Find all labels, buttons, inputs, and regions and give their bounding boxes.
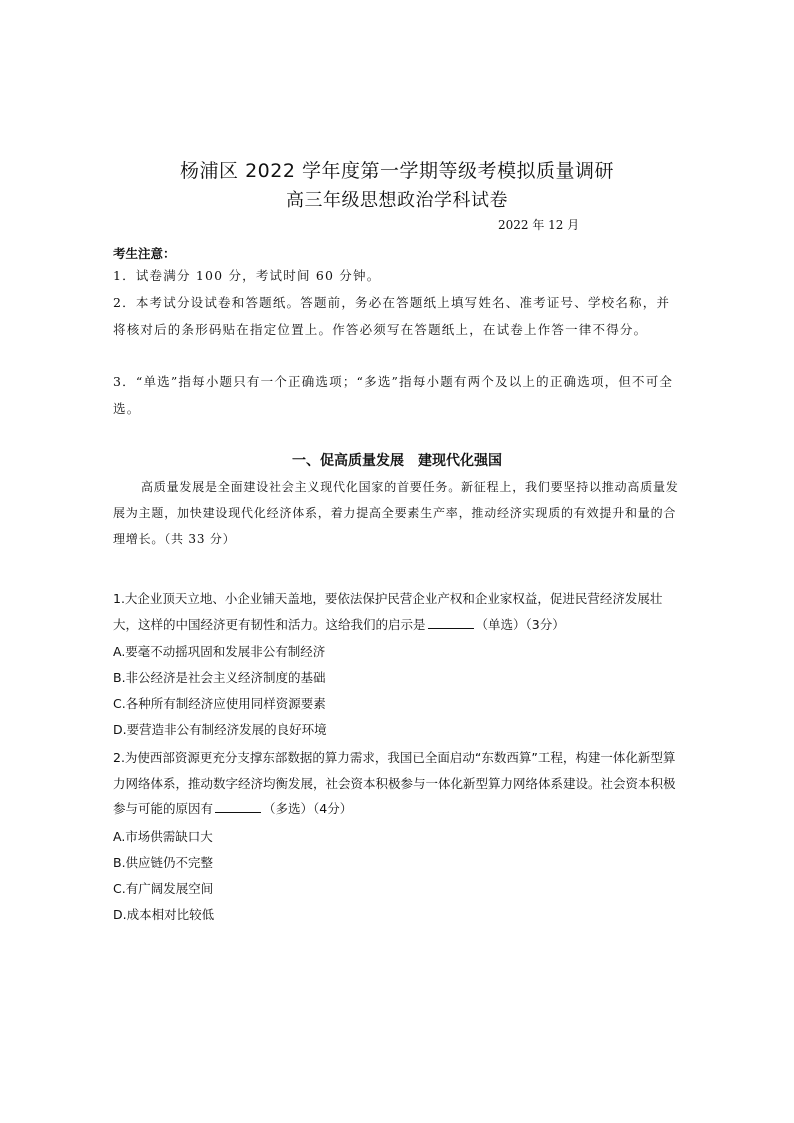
question-2-option-d: D.成本相对比较低	[113, 907, 215, 922]
question-2-text: 2.为使西部资源更充分支撑东部数据的算力需求，我国已全面启动“东数西算”工程，构建一体化新型算力网络体系，推动数字经济均衡发展，社会资本积极参与一体化新型算力网络体系建设。社会资本积极参与可能的原因有	[113, 750, 676, 816]
question-2-type: （多选）（4分）	[263, 801, 353, 816]
section-intro: 高质量发展是全面建设社会主义现代化国家的首要任务。新征程上，我们要坚持以推动高质量发展为主题，加快建设现代化经济体系，着力提高全要素生产率，推动经济实现质的有效提升和量的合理增长。（共 33 分）	[113, 480, 679, 546]
exam-subtitle: 高三年级思想政治学科试卷	[286, 190, 508, 211]
question-1-type: （单选）（3分）	[475, 616, 565, 632]
question-1-option-d: D.要营造非公有制经济发展的良好环境	[113, 722, 327, 737]
question-2-stem	[113, 745, 685, 822]
notice-item-2: 2．本考试分设试卷和答题纸。答题前，务必在答题纸上填写姓名、准考证号、学校名称，并将核对后的条形码贴在指定位置上。作答必须写在答题纸上，在试卷上作答一律不得分。	[113, 295, 671, 337]
question-2-option-b: B.供应链仍不完整	[113, 855, 214, 870]
notice-item-1: 1．试卷满分 100 分，考试时间 60 分钟。	[113, 268, 381, 283]
exam-date: 2022 年 12 月	[498, 218, 580, 232]
question-1-option-c: C.各种所有制经济应使用同样资源要素	[113, 696, 326, 711]
exam-title: 杨浦区 2022 学年度第一学期等级考模拟质量调研	[180, 160, 614, 182]
question-1-option-b: B.非公经济是社会主义经济制度的基础	[113, 670, 326, 685]
answer-blank	[428, 616, 474, 629]
question-1-stem	[113, 586, 685, 637]
notice-heading: 考生注意：	[113, 246, 176, 261]
question-1-text: 1.大企业顶天立地、小企业铺天盖地，要依法保护民营企业产权和企业家权益，促进民营经济发展壮大，这样的中国经济更有韧性和活力。这给我们的启示是	[113, 591, 663, 632]
answer-blank	[215, 800, 261, 813]
notice-item-3: 3．“单选”指每小题只有一个正确选项；“多选”指每小题有两个及以上的正确选项，但不可全选。	[113, 374, 674, 416]
section-title: 一、促高质量发展 建现代化强国	[292, 453, 502, 469]
question-2-option-a: A.市场供需缺口大	[113, 829, 213, 844]
question-2-option-c: C.有广阔发展空间	[113, 881, 214, 896]
question-1-option-a: A.要毫不动摇巩固和发展非公有制经济	[113, 644, 326, 659]
